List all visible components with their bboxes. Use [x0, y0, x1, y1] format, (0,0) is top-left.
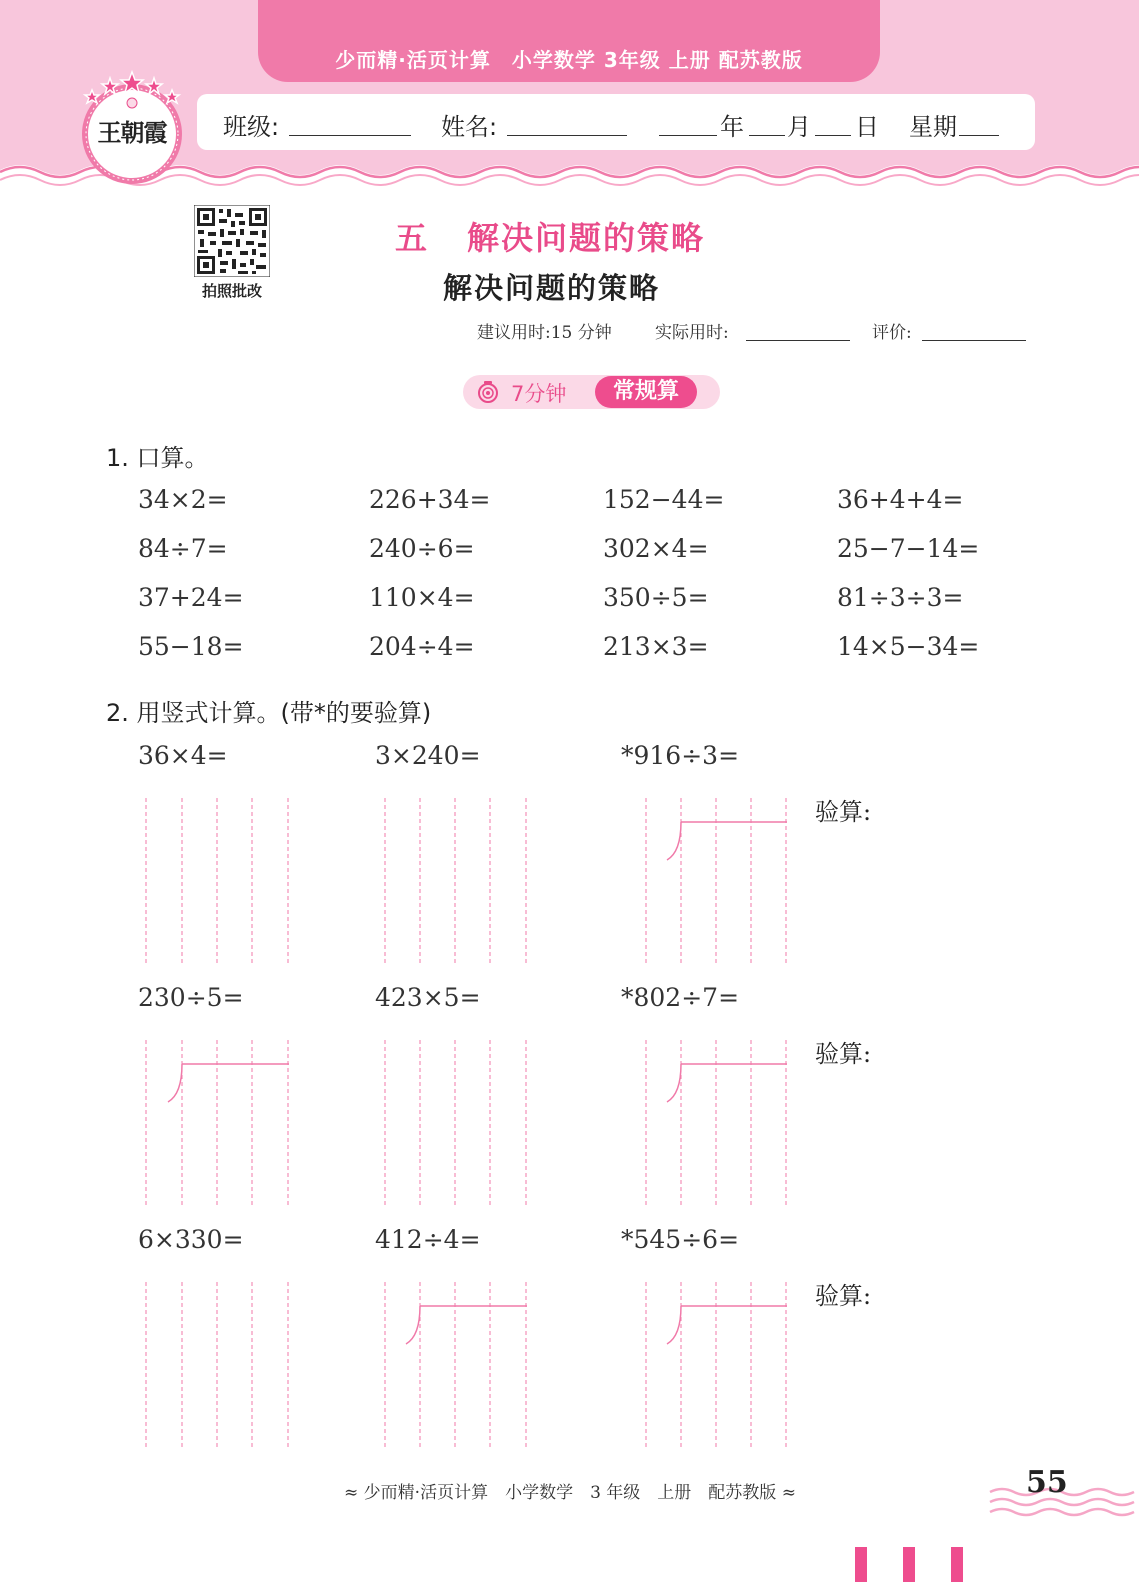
oral-expr: 204÷4=: [369, 632, 475, 661]
actual-time-label: 实际用时:: [655, 323, 729, 343]
oral-expr: 55−18=: [138, 632, 244, 661]
class-field[interactable]: [289, 135, 411, 136]
footer-bars: [855, 1547, 963, 1582]
work-grid-3-2: [385, 1282, 526, 1450]
suggested-time: 建议用时:15 分钟: [477, 323, 612, 343]
rating-label: 评价:: [872, 323, 912, 343]
oral-expr: 110×4=: [369, 583, 475, 612]
work-grid-1-2: [385, 798, 526, 963]
year-label: 年: [720, 113, 744, 141]
vertical-expr: *916÷3=: [621, 741, 740, 770]
qr-label: 拍照批改: [201, 282, 262, 300]
section-tag: 常规算: [595, 376, 697, 408]
day-label: 日: [855, 113, 879, 141]
division-bracket: [667, 1306, 787, 1344]
weekday-field[interactable]: [959, 135, 999, 136]
vertical-expr: *545÷6=: [621, 1225, 740, 1254]
vertical-expr: 6×330=: [138, 1225, 244, 1254]
oral-expr: 37+24=: [138, 583, 244, 612]
check-label: 验算:: [815, 1282, 872, 1310]
qr-code-icon[interactable]: [194, 205, 270, 277]
oral-expr: 213×3=: [603, 632, 709, 661]
day-field[interactable]: [815, 135, 851, 136]
oral-expr: 84÷7=: [138, 534, 228, 563]
name-label: 姓名:: [441, 113, 498, 141]
work-grid-1-3: [646, 798, 786, 963]
section-duration: 7分钟: [511, 382, 567, 406]
vertical-expr: 230÷5=: [138, 983, 244, 1012]
division-bracket: [168, 1064, 289, 1102]
month-field[interactable]: [749, 135, 785, 136]
actual-time-field[interactable]: [746, 340, 850, 341]
work-grid-3-1: [146, 1282, 288, 1450]
lesson-subtitle: 解决问题的策略: [443, 271, 661, 305]
logo-text: 王朝霞: [97, 118, 167, 147]
question-1-title: 1. 口算。: [106, 444, 209, 472]
work-grid-2-1: [146, 1040, 288, 1205]
chapter-number: 五: [395, 219, 430, 257]
oral-expr: 14×5−34=: [837, 632, 980, 661]
class-label: 班级:: [223, 113, 280, 141]
chapter-title: [395, 213, 705, 259]
vertical-expr: 36×4=: [138, 741, 228, 770]
division-bracket: [667, 822, 787, 860]
division-bracket: [667, 1064, 787, 1102]
work-grid-3-3: [646, 1282, 786, 1450]
rating-field[interactable]: [922, 340, 1026, 341]
oral-expr: 34×2=: [138, 485, 228, 514]
name-field[interactable]: [507, 135, 627, 136]
vertical-expr: 423×5=: [375, 983, 481, 1012]
footer-series-text: ≈ 少而精·活页计算 小学数学 3 年级 上册 配苏教版 ≈: [344, 1483, 796, 1503]
question-2-title: 2. 用竖式计算。(带*的要验算): [106, 699, 432, 727]
oral-expr: 152−44=: [603, 485, 725, 514]
work-grid-1-1: [146, 798, 288, 963]
oral-expr: 240÷6=: [369, 534, 475, 563]
oral-expr: 302×4=: [603, 534, 709, 563]
work-grid-2-3: [646, 1040, 786, 1205]
division-bracket: [406, 1306, 527, 1344]
work-grid-2-2: [385, 1040, 526, 1205]
stopwatch-icon: [476, 380, 500, 404]
oral-expr: 36+4+4=: [837, 485, 964, 514]
student-info-bar: [197, 94, 1035, 150]
oral-expr: 350÷5=: [603, 583, 709, 612]
page-number: 55: [1026, 1465, 1068, 1500]
month-label: 月: [787, 113, 811, 141]
vertical-expr: 3×240=: [375, 741, 481, 770]
check-label: 验算:: [815, 798, 872, 826]
vertical-expr: 412÷4=: [375, 1225, 481, 1254]
chapter-name: 解决问题的策略: [467, 219, 706, 257]
weekday-label: 星期: [909, 113, 957, 141]
vertical-expr: *802÷7=: [621, 983, 740, 1012]
check-label: 验算:: [815, 1040, 872, 1068]
oral-expr: 25−7−14=: [837, 534, 980, 563]
year-field[interactable]: [659, 135, 717, 136]
series-title: 少而精·活页计算 小学数学 3年级 上册 配苏教版: [335, 48, 803, 72]
oral-expr: 226+34=: [369, 485, 491, 514]
oral-expr: 81÷3÷3=: [837, 583, 964, 612]
